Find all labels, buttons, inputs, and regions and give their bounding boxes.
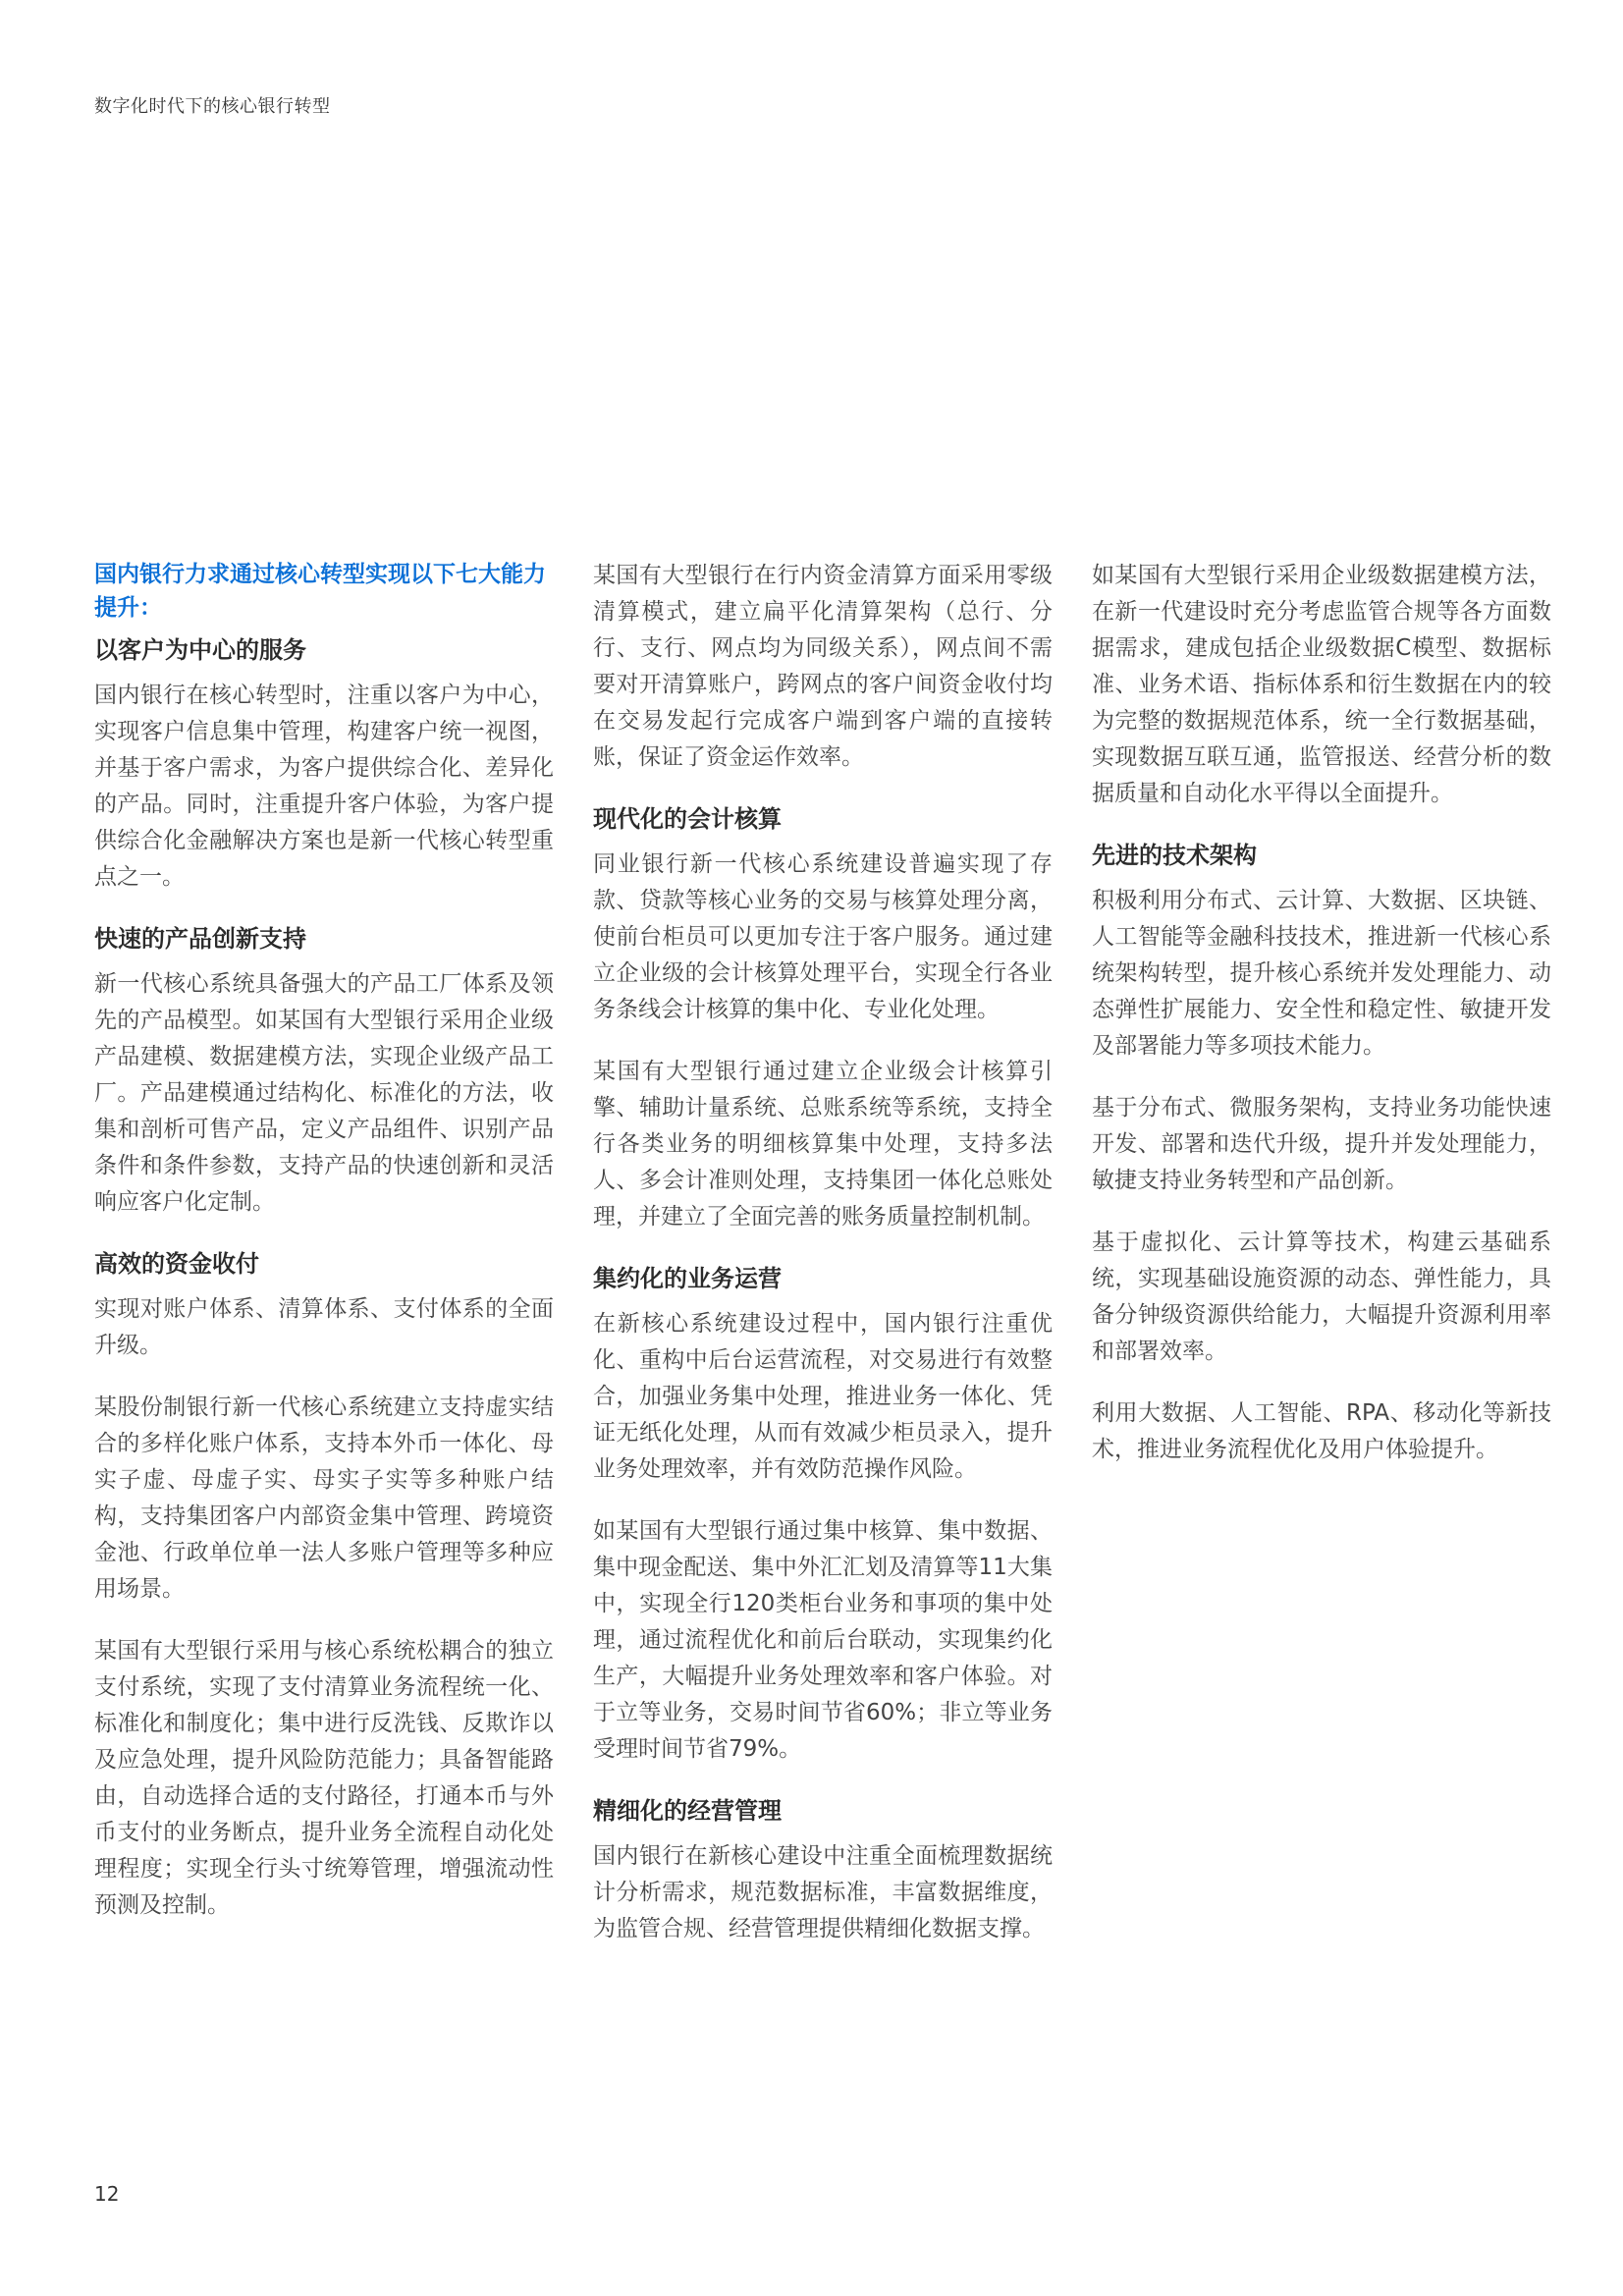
paragraph: 某国有大型银行在行内资金清算方面采用零级清算模式，建立扁平化清算架构（总行、分行、支行、网点均为同级关系），网点间不需要对开清算账户，跨网点的客户间资金收付均在交易发起行完成客户端到客户端的直接转账，保证了资金运作效率。	[593, 563, 1053, 770]
column-2	[593, 558, 1053, 1973]
paragraph: 某国有大型银行采用与核心系统松耦合的独立支付系统，实现了支付清算业务流程统一化、标准化和制度化；集中进行反洗钱、反欺诈以及应急处理，提升风险防范能力；具备智能路由，自动选择合适的支付路径，打通本币与外币支付的业务断点，提升业务全流程自动化处理程度；实现全行头寸统筹管理，增强流动性预测及控制。	[94, 1638, 554, 1918]
paragraph: 国内银行在核心转型时，注重以客户为中心，实现客户信息集中管理，构建客户统一视图，并基于客户需求，为客户提供综合化、差异化的产品。同时，注重提升客户体验，为客户提供综合化金融解决方案也是新一代核心转型重点之一。	[94, 683, 554, 890]
paragraph: 基于分布式、微服务架构，支持业务功能快速开发、部署和迭代升级，提升并发处理能力，敏捷支持业务转型和产品创新。	[1092, 1095, 1551, 1193]
paragraph: 基于虚拟化、云计算等技术，构建云基础系统，实现基础设施资源的动态、弹性能力，具备分钟级资源供给能力，大幅提升资源利用率和部署效率。	[1092, 1230, 1551, 1364]
paragraph: 同业银行新一代核心系统建设普遍实现了存款、贷款等核心业务的交易与核算处理分离，使前台柜员可以更加专注于客户服务。通过建立企业级的会计核算处理平台，实现全行各业务条线会计核算的集中化、专业化处理。	[593, 851, 1053, 1022]
paragraph: 积极利用分布式、云计算、大数据、区块链、人工智能等金融科技技术，推进新一代核心系统架构转型，提升核心系统并发处理能力、动态弹性扩展能力、安全性和稳定性、敏捷开发及部署能力等多项技术能力。	[1092, 888, 1551, 1059]
paragraph: 新一代核心系统具备强大的产品工厂体系及领先的产品模型。如某国有大型银行采用企业级产品建模、数据建模方法，实现企业级产品工厂。产品建模通过结构化、标准化的方法，收集和剖析可售产品，定义产品组件、识别产品条件和条件参数，支持产品的快速创新和灵活响应客户化定制。	[94, 971, 554, 1215]
paragraph: 某国有大型银行通过建立企业级会计核算引擎、辅助计量系统、总账系统等系统，支持全行各类业务的明细核算集中处理，支持多法人、多会计准则处理，支持集团一体化总账处理，并建立了全面完善的账务质量控制机制。	[593, 1059, 1053, 1230]
section-heading: 精细化的经营管理	[593, 1797, 782, 1825]
paragraph: 如某国有大型银行采用企业级数据建模方法，在新一代建设时充分考虑监管合规等各方面数据需求，建成包括企业级数据C模型、数据标准、业务术语、指标体系和衍生数据在内的较为完整的数据规范体系，统一全行数据基础，实现数据互联互通，监管报送、经营分析的数据质量和自动化水平得以全面提升。	[1092, 563, 1551, 806]
paragraph: 如某国有大型银行通过集中核算、集中数据、集中现金配送、集中外汇汇划及清算等11大集中，实现全行120类柜台业务和事项的集中处理，通过流程优化和前后台联动，实现集约化生产，大幅提升业务处理效率和客户体验。对于立等业务，交易时间节省60%；非立等业务受理时间节省79%。	[593, 1518, 1053, 1762]
running-header: 数字化时代下的核心银行转型	[94, 96, 331, 117]
section-heading: 以客户为中心的服务	[94, 636, 306, 664]
section-heading: 先进的技术架构	[1092, 842, 1257, 869]
section-heading: 高效的资金收付	[94, 1250, 259, 1278]
section-heading: 集约化的业务运营	[593, 1265, 782, 1292]
paragraph: 国内银行在新核心建设中注重全面梳理数据统计分析需求，规范数据标准，丰富数据维度，为监管合规、经营管理提供精细化数据支撑。	[593, 1843, 1053, 1941]
page-number: 12	[94, 2182, 120, 2206]
section-heading: 快速的产品创新支持	[94, 925, 306, 953]
paragraph: 实现对账户体系、清算体系、支付体系的全面升级。	[94, 1296, 554, 1358]
section-heading: 现代化的会计核算	[593, 805, 782, 833]
paragraph: 利用大数据、人工智能、RPA、移动化等新技术，推进业务流程优化及用户体验提升。	[1092, 1400, 1551, 1462]
paragraph: 某股份制银行新一代核心系统建立支持虚实结合的多样化账户体系，支持本外币一体化、母实子虚、母虚子实、母实子实等多种账户结构，支持集团客户内部资金集中管理、跨境资金池、行政单位单一法人多账户管理等多种应用场景。	[94, 1394, 554, 1602]
paragraph: 在新核心系统建设过程中，国内银行注重优化、重构中后台运营流程，对交易进行有效整合，加强业务集中处理，推进业务一体化、凭证无纸化处理，从而有效减少柜员录入，提升业务处理效率，并有效防范操作风险。	[593, 1311, 1053, 1482]
column-1	[94, 558, 554, 1949]
intro-statement: 国内银行力求通过核心转型实现以下七大能力提升：	[94, 562, 546, 621]
column-3	[1092, 558, 1551, 1494]
